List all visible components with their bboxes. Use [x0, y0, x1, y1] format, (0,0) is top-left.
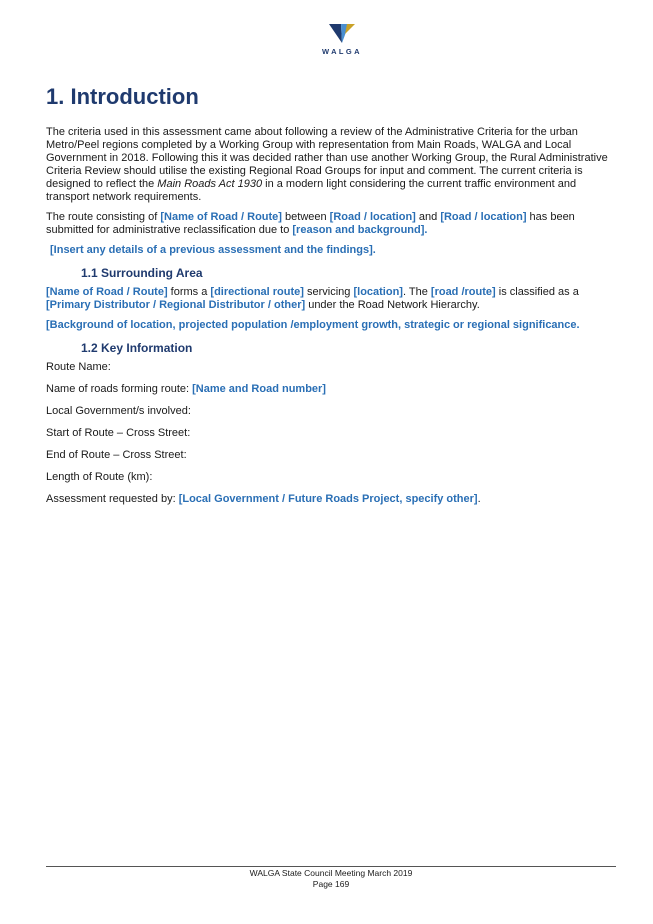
placeholder-field: [reason and background].: [292, 224, 428, 236]
route-name-field: Route Name:: [46, 361, 111, 373]
placeholder-field: [location]: [353, 286, 403, 298]
intro-paragraph-3: [46, 244, 616, 257]
text-run: is classified as a: [495, 286, 579, 298]
footer-meeting: WALGA State Council Meeting March 2019: [249, 868, 413, 878]
field-label: Assessment requested by:: [46, 493, 179, 505]
local-government-field: Local Government/s involved:: [46, 405, 191, 417]
text-run: has been submitted for administrative reclassification due to: [46, 211, 575, 236]
act-title: Main Roads Act 1930: [157, 178, 263, 190]
logo-text: WALGA: [322, 47, 362, 56]
placeholder-field: [road /route]: [430, 286, 496, 298]
surrounding-paragraph-2: [46, 319, 616, 332]
document-body: [46, 84, 616, 515]
page-title: 1. Introduction: [46, 84, 199, 109]
footer-divider: [46, 866, 616, 867]
placeholder-field: [Insert any details of a previous assessment and the findings].: [50, 244, 376, 256]
length-of-route-field: Length of Route (km):: [46, 471, 153, 483]
text-run: . The: [402, 286, 431, 298]
walga-logo: [312, 22, 372, 56]
placeholder-field: [Name of Road / Route]: [160, 211, 282, 223]
placeholder-field: [Primary Distributor / Regional Distributor / other]: [46, 299, 306, 311]
section-heading-key-information: 1.2 Key Information: [81, 341, 193, 355]
surrounding-paragraph-1: [46, 286, 616, 312]
placeholder-field: [Local Government / Future Roads Project, specify other]: [178, 493, 478, 505]
placeholder-field: [Road / location]: [440, 211, 527, 223]
text-run: forms a: [167, 286, 211, 298]
end-of-route-field: End of Route – Cross Street:: [46, 449, 187, 461]
assessment-requested-field: [46, 493, 616, 506]
start-of-route-field: Start of Route – Cross Street:: [46, 427, 191, 439]
text-run: in a modern light considering the current traffic environment and transport network requirements.: [46, 178, 577, 203]
text-run: and: [415, 211, 441, 223]
text-run: servicing: [303, 286, 354, 298]
text-run: under the Road Network Hierarchy.: [305, 299, 480, 311]
page-footer: [46, 868, 616, 890]
footer-page-number: Page 169: [312, 879, 350, 889]
section-heading-surrounding-area: 1.1 Surrounding Area: [81, 266, 203, 280]
placeholder-field: [directional route]: [210, 286, 304, 298]
roads-forming-route-field: [46, 383, 616, 396]
placeholder-field: [Name of Road / Route]: [46, 286, 168, 298]
text-run: The route consisting of: [46, 211, 161, 223]
placeholder-field: [Name and Road number]: [192, 383, 326, 395]
placeholder-field: [Background of location, projected population /employment growth, strategic or regional significance.: [46, 319, 580, 331]
text-run: between: [281, 211, 330, 223]
placeholder-field: [Road / location]: [329, 211, 416, 223]
field-label: Name of roads forming route:: [46, 383, 193, 395]
intro-paragraph-2: [46, 211, 616, 237]
text-run: .: [477, 493, 481, 505]
text-run: The criteria used in this assessment came about following a review of the Administrative Criteria for the urban Metro/Peel regions completed by a Working Group with representation from Main Roads, WALGA and Local Government in 2018. Following this it was decided rather than use another Working Group, the Rural Administrative Criteria Review should utilise the existing Regional Road Groups for input and comment. The current criteria is designed to reflect the: [46, 126, 608, 190]
intro-paragraph-1: [46, 126, 616, 204]
walga-logo-mark: [327, 22, 357, 44]
